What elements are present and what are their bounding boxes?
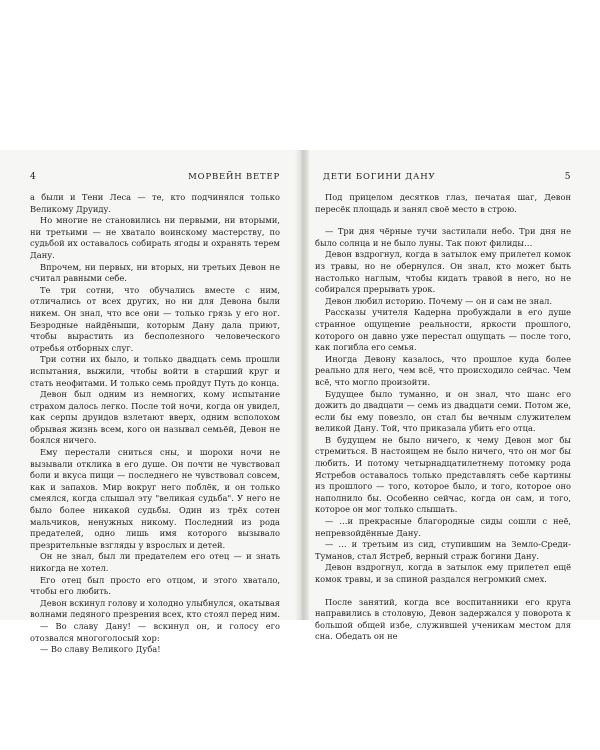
book-spread xyxy=(0,150,600,655)
paragraph: Будущее было туманно, и он знал, что шанс его дожить до двадцати — семь из двадцати семи. Потом же, если бы ему повезло, он стал бы вечным служителем великой Дану. Той, что приказала убить его отца. xyxy=(315,388,571,434)
paragraph: Три сотни их было, и только двадцать семь прошли испытания, выжили, чтобы войти в старший круг и стать неофитами. И только семь пройдут Путь до конца. xyxy=(30,354,280,388)
paragraph: Девон вскинул голову и холодно улыбнулся, окатывая волнами ледяного презрения всех, кто стоял перед ним. xyxy=(30,597,281,620)
left-running-title: МОРВЕЙН ВЕТЕР xyxy=(188,172,280,182)
paragraph: Он не знал, был ли предателем его отец — и знать никогда не хотел. xyxy=(30,551,280,573)
paragraph: а были и Тени Леса — те, кто подчинялся только Великому Друиду. xyxy=(30,192,280,214)
right-page-text xyxy=(315,192,571,643)
paragraph: — Три дня чёрные тучи застилали небо. Три дня не было солнца и не было луны. Так поют филиды… xyxy=(315,226,571,248)
paragraph: Его отец был просто его отцом, и этого хватало, чтобы его любить. xyxy=(30,574,280,597)
paragraph: Рассказы учителя Кадерна пробуждали в его душе странное ощущение реальности, яркости прошлого, которого он давно уже перестал ощущать — после того, как погибла его семья. xyxy=(315,307,571,353)
paragraph: — … и третьим из сид, ступившим на Земло-Среди-Туманов, стал Ястреб, верный страж богини Дану. xyxy=(315,539,571,561)
paragraph: Девон вздрогнул, когда в затылок ему прилетел комок из травы, но не обернулся. Он знал, кто может быть настолько наглым, чтобы кидать травой в него, но не собирался прерывать урок. xyxy=(315,249,571,295)
right-running-title: ДЕТИ БОГИНИ ДАНУ xyxy=(323,172,436,182)
left-page-number: 4 xyxy=(30,172,37,182)
right-running-head xyxy=(315,172,571,186)
paragraph: Впрочем, ни первых, ни вторых, ни третьих Девон не считал равными себе. xyxy=(30,261,280,284)
left-page-text xyxy=(30,192,280,656)
right-page-number: 5 xyxy=(564,172,571,182)
paragraph: В будущем не было ничего, к чему Девон мог бы стремиться. В настоящем не было ничего, что он мог бы любить. И потому четырнадцатилетнему потомку рода Ястребов оставалось только представлять себе картины из прошлого — того, которое было, и того, которое оно наполнило бы. Особенно сейчас, когда он сам, и того, которое он мог только слышать. xyxy=(315,434,571,515)
paragraph: Те три сотни, что обучались вместе с ним, отличались от всех других, но ни для Девона были никем. Он знал, что все они — только грязь у его ног. Безродные найдёныши, которым Дану дала приют, чтобы вырастить из бесполезного человеческого отребья отборных слуг. xyxy=(30,284,280,353)
left-page xyxy=(30,172,280,656)
paragraph: — Во славу Великого Дуба! xyxy=(40,644,161,655)
paragraph: Ему перестали сниться сны, и шорохи ночи не вызывали отклика в его душе. Он почти не чувствовал боли и вкуса пищи — последнего не чувствовал совсем, как и запахов. Мир вокруг него поблёк, и он только смеялся, когда слышал эту "великая судьба". У него не было более никакой судьбы. Один из трёх сотен мальчиков, ненужных никому. Последний из рода предателей, одно лишь имя которого вызывало презрительные взгляды у взрослых и детей. xyxy=(30,447,280,550)
paragraph: — …и прекрасные благородные сиды сошли с неё, непревзойдённые Дану. xyxy=(315,516,571,538)
paragraph: Иногда Девону казалось, что прошлое куда более реально для него, чем всё, что происходило сейчас. Чем всё, что могло произойти. xyxy=(315,353,571,387)
paragraph: После занятий, когда все воспитанники его круга направились в столовую, Девон задержался у поворота к большой общей избе, служившей ученикам местом для сна. Обедать он не xyxy=(315,596,571,642)
paragraph: Под прицелом десятков глаз, печатая шаг, Девон пересёк площадь и занял своё место в строю. xyxy=(315,192,571,214)
paragraph: — Во славу Дану! — вскинул он, и голосу его отозвался многоголосый хор: xyxy=(30,620,280,643)
book-gutter xyxy=(295,150,309,620)
left-running-head xyxy=(30,172,280,186)
paragraph: Но многие не становились ни первыми, ни вторыми, ни третьими — не хватало воинскому мастерству, по судьбой их оставалось собирать ягоды и охранять терем Дану. xyxy=(30,215,280,260)
right-page xyxy=(315,172,571,643)
paragraph: Девон был одним из немногих, кому испытание страхом далось легко. После той ночи, когда он увидел, как серпы друидов взлетают вверх, одним всполохом обрывая жизнь всем, кого он называл семьёй, Девон не боялся ничего. xyxy=(30,389,280,446)
paragraph: Девон вздрогнул, когда в затылок ему прилетел ещё комок травы, и за спиной раздался негромкий смех. xyxy=(315,562,571,584)
paragraph: Девон любил историю. Почему — он и сам не знал. xyxy=(325,295,553,306)
